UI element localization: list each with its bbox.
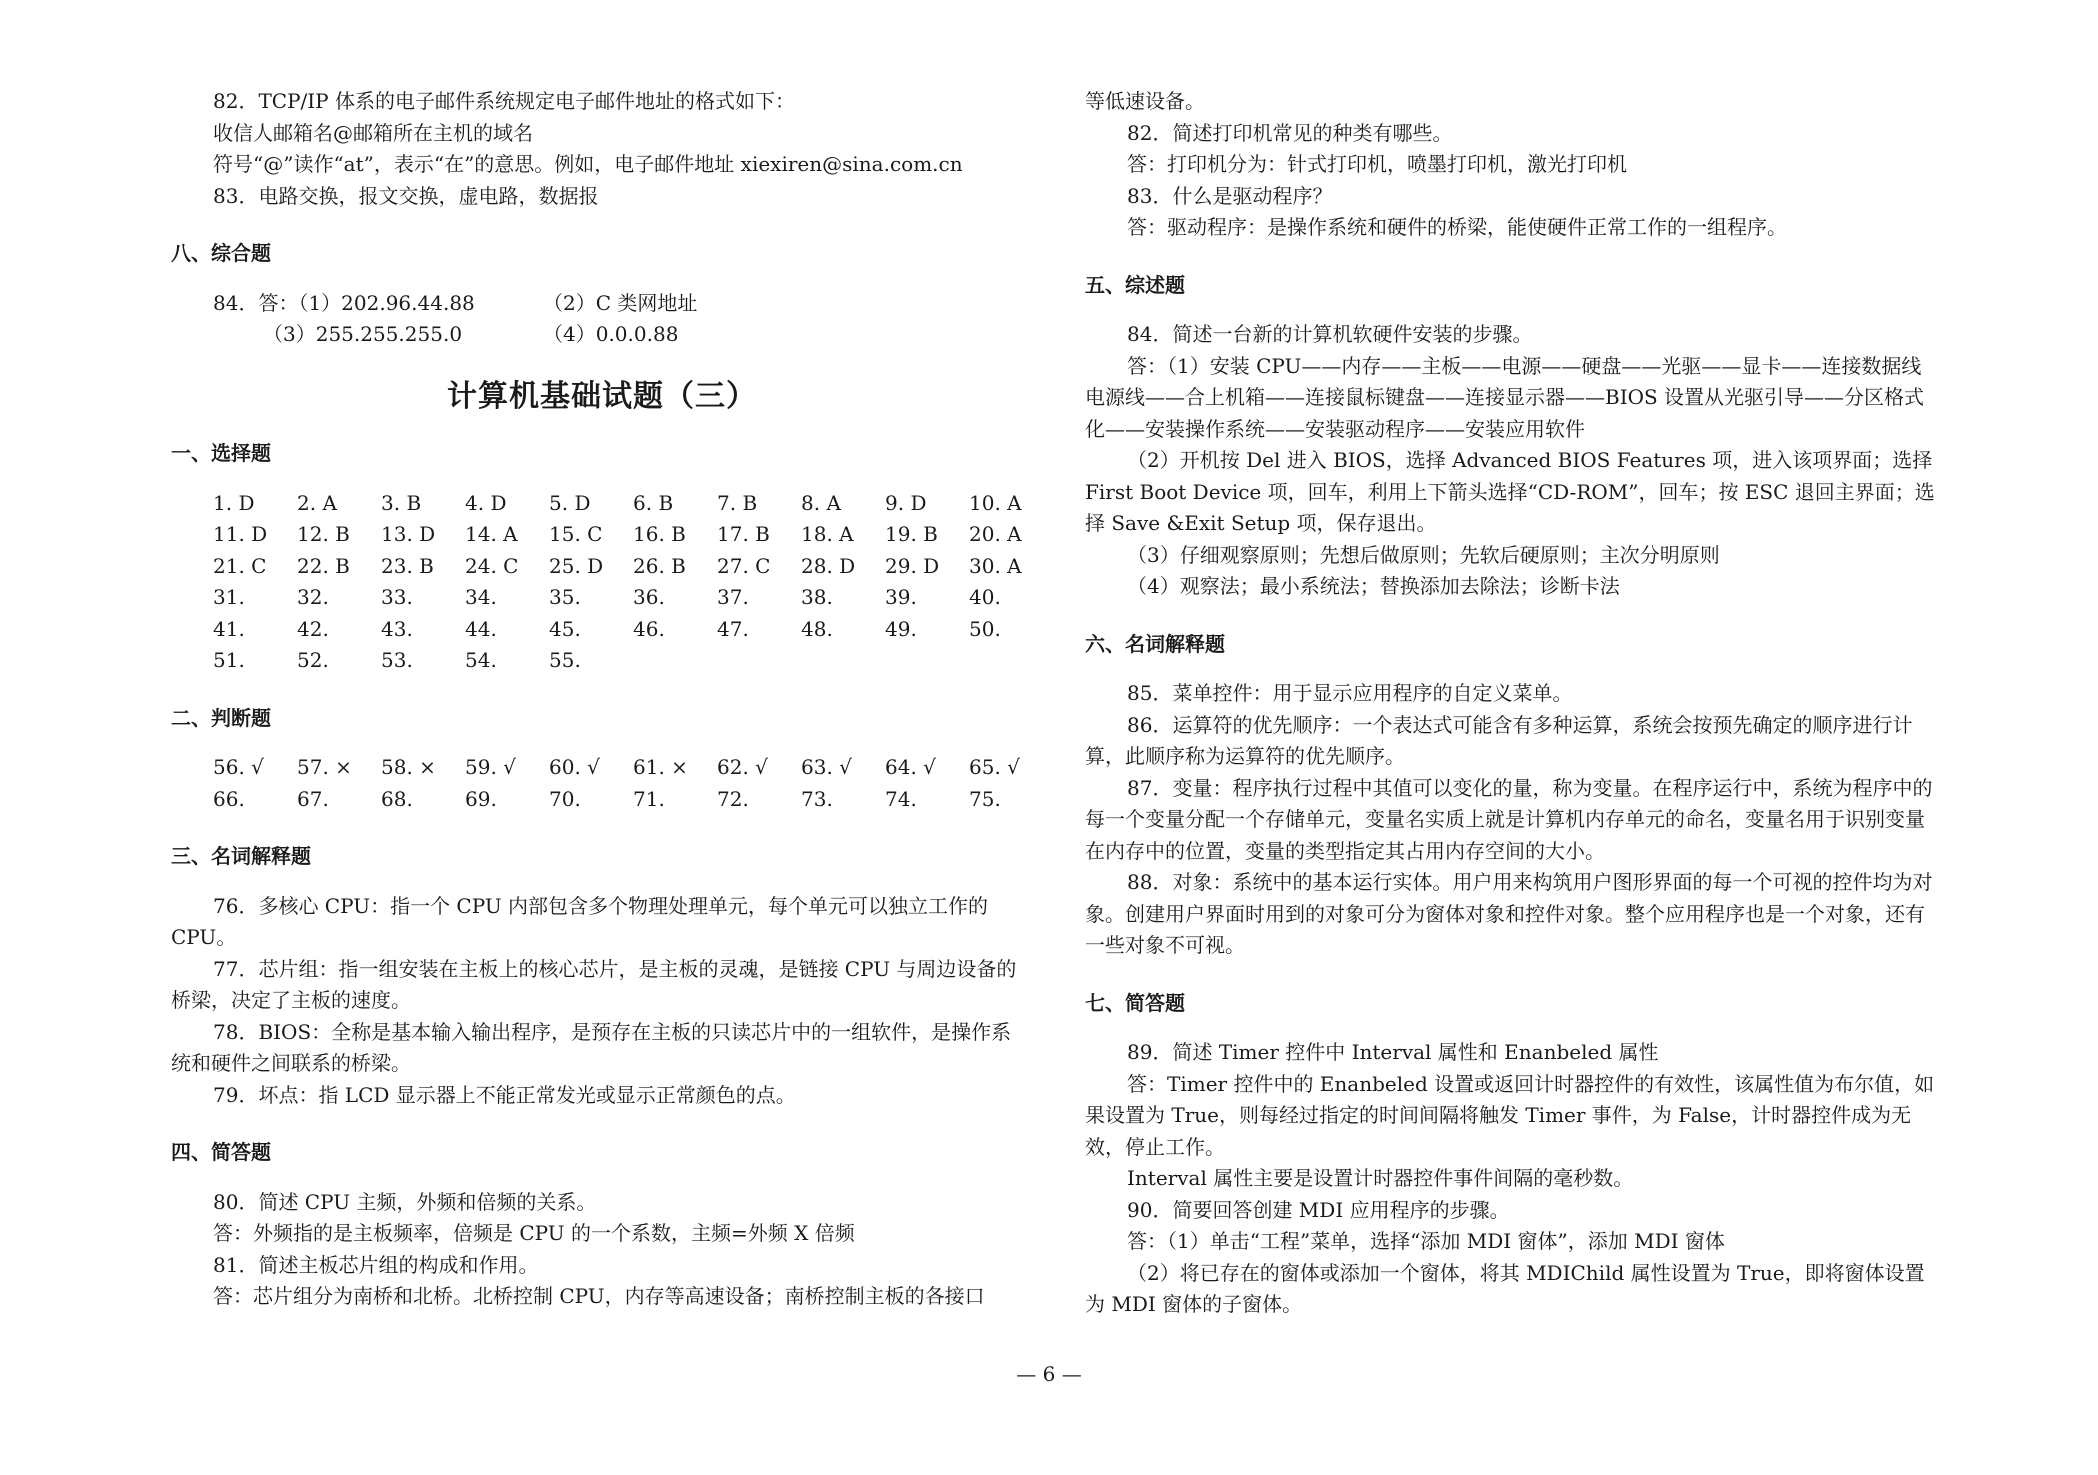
judge-cell: 71. (633, 786, 665, 811)
choice-cell: 41. (213, 616, 245, 641)
question-paragraph: 81．简述主板芯片组的构成和作用。 (213, 1252, 539, 1277)
q84-answer-1: 84．答：（1）202.96.44.88 (213, 290, 475, 315)
answer-paragraph: （3）仔细观察原则；先想后做原则；先软后硬原则；主次分明原则 (1127, 542, 1720, 567)
choice-cell: 42. (297, 616, 329, 641)
judge-row (213, 752, 1023, 784)
section-2-heading: 二、判断题 (171, 705, 271, 730)
judge-cell: 63. √ (801, 755, 852, 779)
judge-cell: 56. √ (213, 755, 264, 779)
page-number: — 6 — (1016, 1362, 1082, 1386)
choice-cell: 48. (801, 616, 833, 641)
choice-answer-grid (171, 488, 1023, 677)
q84-answer-row-2 (171, 319, 1023, 351)
answer-paragraph: 答：Timer 控件中的 Enanbeled 设置或返回计时器控件的有效性，该属性值为布尔值，如果设置为 True，则每经过指定的时间间隔将触发 Timer 事件，为 False，计时器控件成为无效，停止工作。 (1085, 1071, 1935, 1159)
section-7-heading: 七、简答题 (1085, 990, 1185, 1015)
definition-paragraph: 79．坏点：指 LCD 显示器上不能正常发光或显示正常颜色的点。 (213, 1082, 796, 1107)
section-8-heading: 八、综合题 (171, 241, 271, 265)
choice-cell: 12. B (297, 522, 350, 546)
answer-paragraph: 答：芯片组分为南桥和北桥。北桥控制 CPU，内存等高速设备；南桥控制主板的各接口 (213, 1284, 985, 1308)
answer-paragraph: （2）将已存在的窗体或添加一个窗体，将其 MDIChild 属性设置为 True，即将窗体设置为 MDI 窗体的子窗体。 (1085, 1260, 1925, 1316)
question-paragraph: 89．简述 Timer 控件中 Interval 属性和 Enanbeled 属性 (1127, 1040, 1659, 1064)
choice-cell: 19. B (885, 522, 938, 546)
continued-line: 等低速设备。 (1085, 89, 1205, 113)
judge-answer-grid (171, 752, 1023, 815)
judge-cell: 59. √ (465, 755, 516, 779)
choice-cell: 22. B (297, 553, 350, 578)
section-4-heading: 四、简答题 (171, 1140, 271, 1164)
choice-cell: 43. (381, 616, 413, 641)
question-paragraph: 80．简述 CPU 主频，外频和倍频的关系。 (213, 1189, 597, 1214)
choice-cell: 28. D (801, 553, 856, 578)
choice-cell: 50. (969, 616, 1001, 641)
definition-paragraph: 78．BIOS：全称是基本输入输出程序，是预存在主板的只读芯片中的一组软件，是操作系统和硬件之间联系的桥梁。 (171, 1019, 1012, 1075)
choice-cell: 25. D (549, 553, 604, 578)
choice-cell: 15. C (549, 522, 603, 546)
answer-paragraph: 答：外频指的是主板频率，倍频是 CPU 的一个系数，主频=外频 X 倍频 (213, 1221, 855, 1245)
choice-cell: 18. A (801, 522, 854, 546)
judge-cell: 60. √ (549, 755, 600, 779)
answer-paragraph: 答：打印机分为：针式打印机，喷墨打印机，激光打印机 (1127, 152, 1627, 176)
choice-cell: 47. (717, 616, 749, 641)
choice-cell: 52. (297, 648, 329, 672)
q84-answer-4: （4）0.0.0.88 (543, 322, 679, 346)
choice-row (213, 488, 1023, 520)
choice-cell: 10. A (969, 490, 1022, 515)
left-column (171, 86, 1023, 1313)
choice-cell: 32. (297, 585, 329, 609)
judge-cell: 69. (465, 786, 497, 811)
choice-row (213, 614, 1023, 646)
question-paragraph: 82．简述打印机常见的种类有哪些。 (1127, 120, 1453, 145)
judge-cell: 66. (213, 786, 245, 811)
q82-line-1: 82．TCP/IP 体系的电子邮件系统规定电子邮件地址的格式如下： (213, 89, 796, 113)
choice-cell: 4. D (465, 490, 507, 515)
choice-cell: 39. (885, 585, 917, 609)
q84-answer-3: （3）255.255.255.0 (263, 322, 463, 346)
choice-row (213, 582, 1023, 614)
answer-paragraph: 答：（1）安装 CPU——内存——主板——电源——硬盘——光驱——显卡——连接数据线电源线——合上机箱——连接鼠标键盘——连接显示器——BIOS 设置从光驱引导——分区格式化——安装操作系统——安装驱动程序——安装应用软件 (1085, 353, 1925, 441)
page-title: 计算机基础试题（三） (447, 378, 757, 414)
choice-cell: 40. (969, 585, 1001, 609)
choice-cell: 37. (717, 585, 749, 609)
judge-cell: 72. (717, 786, 749, 811)
q84-answer-row-1 (171, 288, 1023, 320)
answer-paragraph: 答：（1）单击“工程”菜单，选择“添加 MDI 窗体”，添加 MDI 窗体 (1127, 1229, 1725, 1253)
choice-cell: 49. (885, 616, 917, 641)
choice-cell: 51. (213, 648, 245, 672)
choice-cell: 53. (381, 648, 413, 672)
choice-cell: 20. A (969, 522, 1022, 546)
answer-paragraph: 答：驱动程序：是操作系统和硬件的桥梁，能使硬件正常工作的一组程序。 (1127, 215, 1787, 239)
judge-cell: 70. (549, 786, 581, 811)
judge-cell: 58. × (381, 755, 436, 779)
choice-cell: 3. B (381, 490, 422, 515)
choice-cell: 54. (465, 648, 497, 672)
choice-cell: 21. C (213, 553, 267, 578)
q84-answer-2: （2）C 类网地址 (543, 290, 698, 315)
choice-cell: 34. (465, 585, 497, 609)
choice-cell: 26. B (633, 553, 686, 578)
choice-row (213, 551, 1023, 583)
q83-answer: 83．电路交换，报文交换，虚电路，数据报 (213, 183, 599, 208)
judge-cell: 68. (381, 786, 413, 811)
judge-cell: 57. × (297, 755, 352, 779)
choice-cell: 7. B (717, 490, 758, 515)
choice-cell: 5. D (549, 490, 591, 515)
choice-row (213, 645, 1023, 677)
choice-cell: 30. A (969, 553, 1022, 578)
judge-cell: 61. × (633, 755, 688, 779)
choice-cell: 46. (633, 616, 665, 641)
answer-paragraph: Interval 属性主要是设置计时器控件事件间隔的毫秒数。 (1127, 1166, 1634, 1190)
choice-cell: 17. B (717, 522, 770, 546)
choice-cell: 38. (801, 585, 833, 609)
choice-cell: 55. (549, 648, 581, 672)
choice-cell: 23. B (381, 553, 434, 578)
choice-cell: 13. D (381, 522, 436, 546)
q82-line-3: 符号“@”读作“at”，表示“在”的意思。例如，电子邮件地址 xiexiren@sina.com.cn (213, 152, 963, 176)
choice-cell: 11. D (213, 522, 268, 546)
definition-paragraph: 86．运算符的优先顺序：一个表达式可能含有多种运算，系统会按预先确定的顺序进行计算，此顺序称为运算符的优先顺序。 (1085, 712, 1913, 768)
judge-cell: 74. (885, 786, 917, 811)
choice-cell: 45. (549, 616, 581, 641)
definition-paragraph: 77．芯片组：指一组安装在主板上的核心芯片，是主板的灵魂，是链接 CPU 与周边设备的桥梁，决定了主板的速度。 (171, 956, 1017, 1012)
definition-paragraph: 76．多核心 CPU：指一个 CPU 内部包含多个物理处理单元，每个单元可以独立工作的CPU。 (171, 893, 989, 949)
section-5-heading: 五、综述题 (1085, 272, 1185, 297)
judge-row (213, 784, 1023, 816)
judge-cell: 64. √ (885, 755, 936, 779)
choice-cell: 2. A (297, 490, 337, 515)
choice-cell: 9. D (885, 490, 927, 515)
definition-paragraph: 88．对象：系统中的基本运行实体。用户用来构筑用户图形界面的每一个可视的控件均为对象。创建用户界面时用到的对象可分为窗体对象和控件对象。整个应用程序也是一个对象，还有一些对象不可视。 (1085, 870, 1933, 957)
section-1-heading: 一、选择题 (171, 441, 271, 465)
judge-cell: 62. √ (717, 755, 768, 779)
choice-cell: 6. B (633, 490, 674, 515)
choice-row (213, 519, 1023, 551)
choice-cell: 33. (381, 585, 413, 609)
section-3-heading: 三、名词解释题 (171, 844, 311, 868)
judge-cell: 65. √ (969, 755, 1020, 779)
choice-cell: 35. (549, 585, 581, 609)
judge-cell: 67. (297, 786, 329, 811)
definition-paragraph: 85．菜单控件：用于显示应用程序的自定义菜单。 (1127, 681, 1573, 705)
choice-cell: 36. (633, 585, 665, 609)
choice-cell: 44. (465, 616, 497, 641)
section-6-heading: 六、名词解释题 (1085, 631, 1225, 656)
question-paragraph: 90．简要回答创建 MDI 应用程序的步骤。 (1127, 1197, 1510, 1222)
choice-cell: 16. B (633, 522, 686, 546)
choice-cell: 14. A (465, 522, 518, 546)
judge-cell: 73. (801, 786, 833, 811)
choice-cell: 29. D (885, 553, 940, 578)
q82-line-2: 收信人邮箱名@邮箱所在主机的域名 (213, 120, 533, 145)
choice-cell: 1. D (213, 490, 255, 515)
choice-cell: 31. (213, 585, 245, 609)
answer-paragraph: （2）开机按 Del 进入 BIOS，选择 Advanced BIOS Features 项，进入该项界面；选择 First Boot Device 项，回车，利用上下箭头选择“CD-ROM”，回车；按 ESC 退回主界面；选择 Save &Exit Setup 项，保存退出。 (1085, 448, 1935, 535)
choice-cell: 24. C (465, 553, 519, 578)
choice-cell: 27. C (717, 553, 771, 578)
judge-cell: 75. (969, 786, 1001, 811)
question-paragraph: 84．简述一台新的计算机软硬件安装的步骤。 (1127, 322, 1533, 346)
right-column (1085, 86, 1937, 1321)
choice-cell: 8. A (801, 490, 841, 515)
definition-paragraph: 87．变量：程序执行过程中其值可以变化的量，称为变量。在程序运行中，系统为程序中的每一个变量分配一个存储单元，变量名实质上就是计算机内存单元的命名，变量名用于识别变量在内存中的位置，变量的类型指定其占用内存空间的大小。 (1085, 775, 1933, 863)
question-paragraph: 83．什么是驱动程序？ (1127, 183, 1333, 208)
answer-paragraph: （4）观察法；最小系统法；替换添加去除法；诊断卡法 (1127, 574, 1620, 598)
